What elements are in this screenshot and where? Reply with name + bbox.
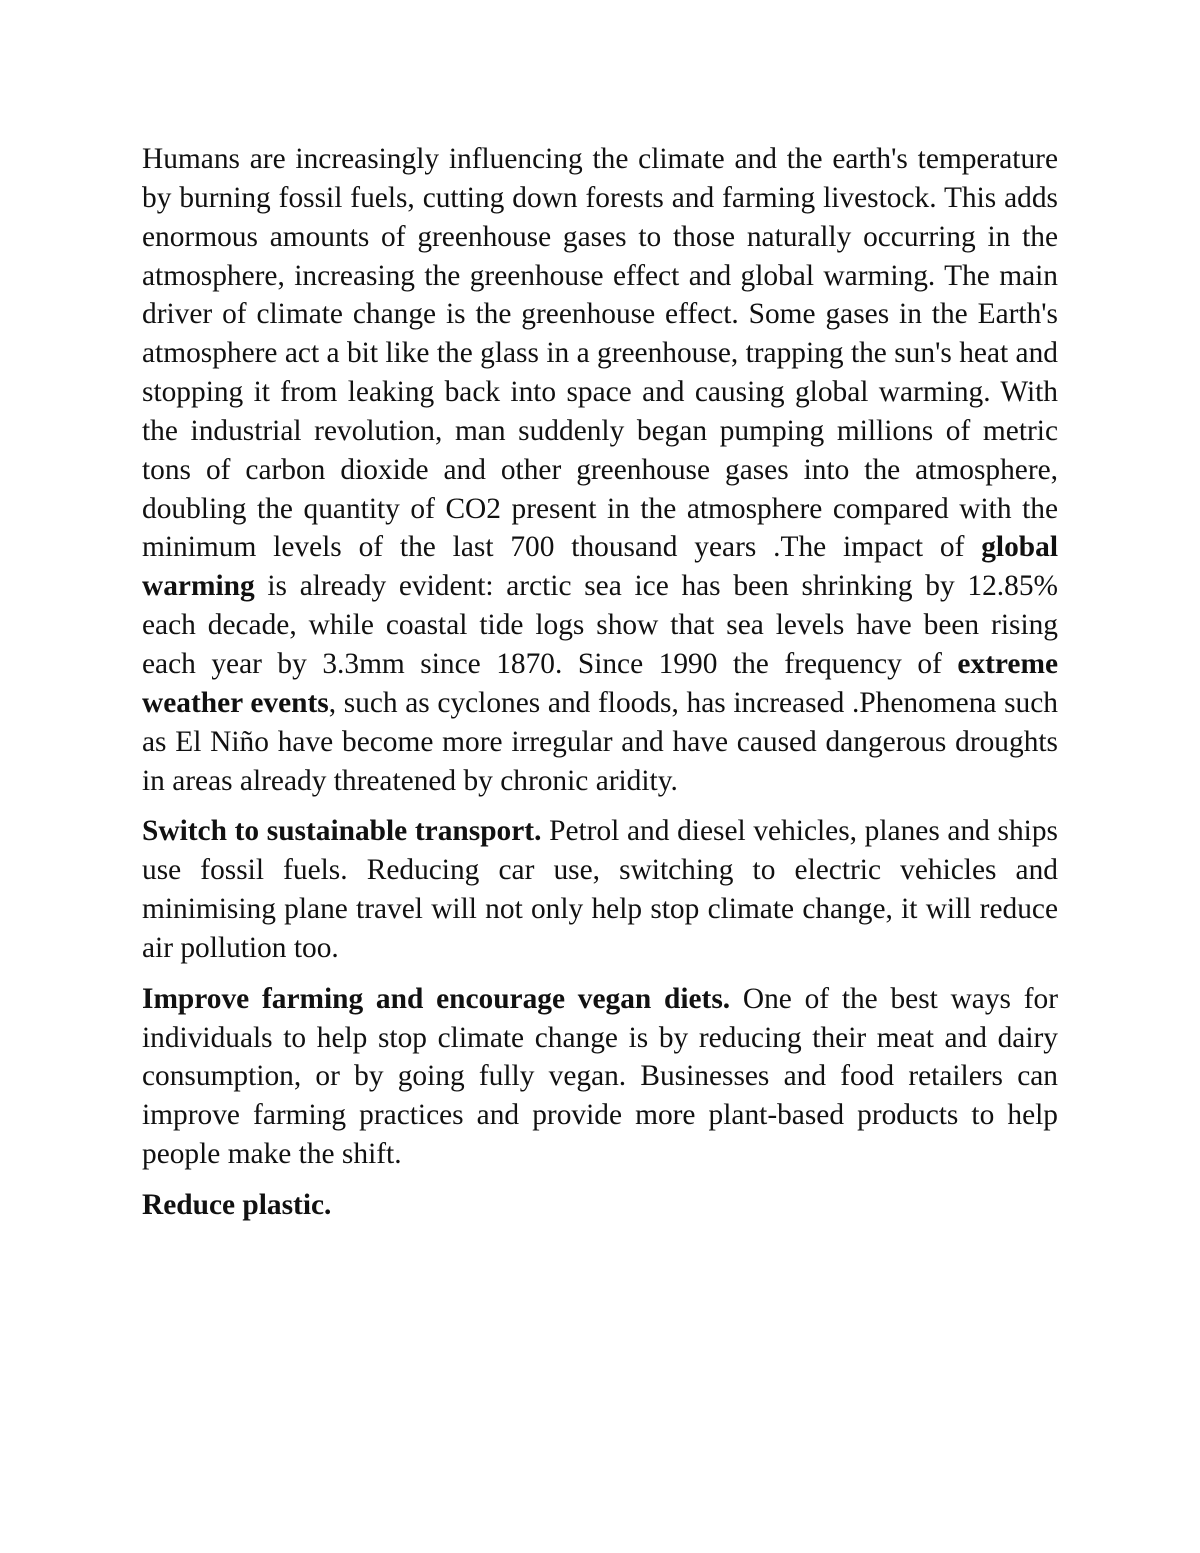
plastic-paragraph [142, 1186, 1058, 1225]
intro-text-2: is already evident: arctic sea ice has been shrinking by 12.85% each decade, while coastal tide logs show that sea levels have been rising each year by 3.3mm since 1870. Since 1990 the frequency of [142, 570, 1058, 680]
plastic-heading: Reduce plastic. [142, 1188, 332, 1221]
transport-heading: Switch to sustainable transport. [142, 815, 542, 848]
farming-heading: Improve farming and encourage vegan diets. [142, 982, 731, 1015]
transport-body: Petrol and diesel vehicles, planes and ships use fossil fuels. Reducing car use, switching to electric vehicles and minimising plane travel will not only help stop climate change, it will reduce air pollution too. [142, 815, 1058, 964]
document-page [142, 140, 1058, 1237]
global-warming-term: global warming [142, 531, 1058, 603]
intro-text-3: , such as cyclones and floods, has increased .Phenomena such as El Niño have become more irregular and have caused dangerous droughts in areas already threatened by chronic aridity. [142, 686, 1058, 797]
farming-paragraph [142, 980, 1058, 1174]
intro-text-1: Humans are increasingly influencing the climate and the earth's temperature by burning fossil fuels, cutting down forests and farming livestock. This adds enormous amounts of greenhouse gases to those naturally occurring in the atmosphere, increasing the greenhouse effect and global warming. The main driver of climate change is the greenhouse effect. Some gases in the Earth's atmosphere act a bit like the glass in a greenhouse, trapping the sun's heat and stopping it from leaking back into space and causing global warming. With the industrial revolution, man suddenly began pumping millions of metric tons of carbon dioxide and other greenhouse gases into the atmosphere, doubling the quantity of CO2 present in the atmosphere compared with the minimum levels of the last 700 thousand years .The impact of [142, 143, 1058, 564]
transport-paragraph [142, 812, 1058, 967]
farming-body: One of the best ways for individuals to help stop climate change is by reducing their meat and dairy consumption, or by going fully vegan. Businesses and food retailers can improve farming practices and provide more plant-based products to help people make the shift. [142, 982, 1058, 1171]
extreme-weather-term: extreme weather events [142, 647, 1058, 719]
intro-paragraph [142, 140, 1058, 800]
